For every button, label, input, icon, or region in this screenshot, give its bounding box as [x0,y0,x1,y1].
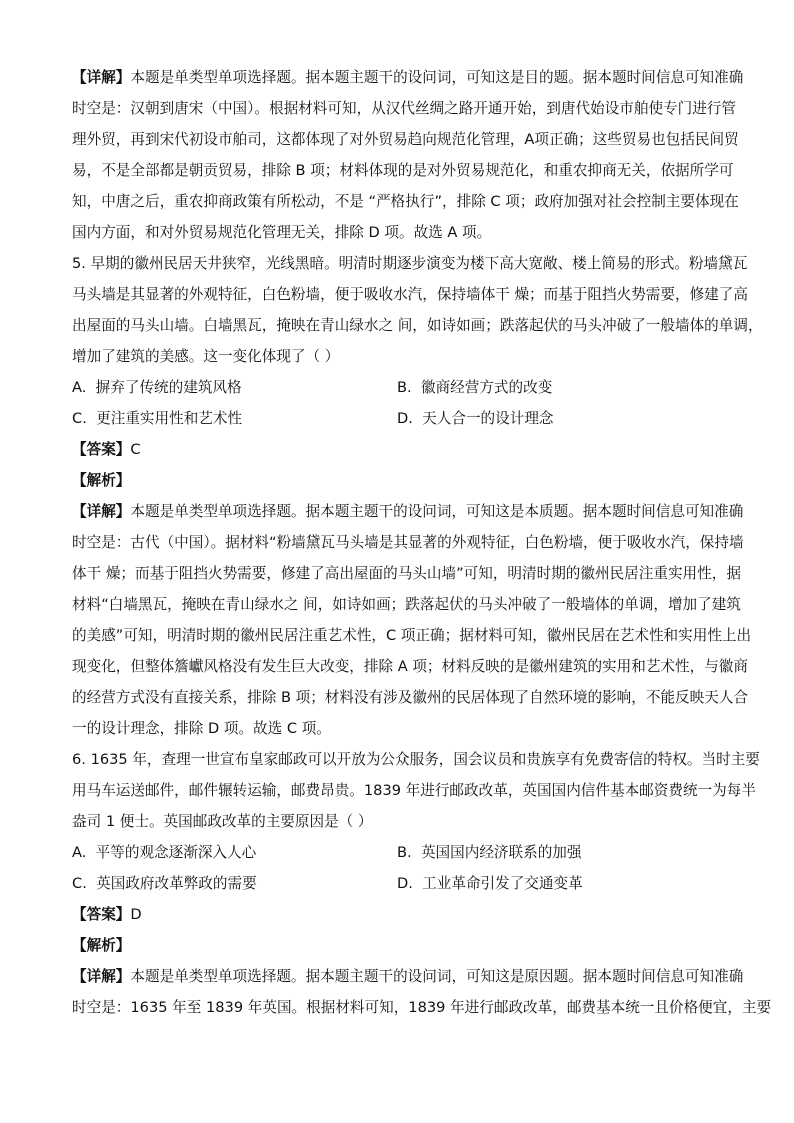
q4-explain-line-6: 国内方面，和对外贸易规范化管理无关，排除 D 项。故选 A 项。 [72,224,492,241]
q6-explain-line-1: 【详解】本题是单类型单项选择题。据本题主题干的设问词，可知这是原因题。据本题时间信息可知准确 [72,968,744,985]
q5-explain-line-7: 的经营方式没有直接关系，排除 B 项；材料没有涉及徽州的民居体现了自然环境的影响，不能反映天人合 [72,689,749,706]
q5-explain-line-6: 现变化，但整体簷巘风格没有发生巨大改变，排除 A 项；材料反映的是徽州建筑的实用和艺术性，与徽商 [72,658,748,675]
q4-explain-line-2: 时空是：汉朝到唐宋（中国）。根据材料可知，从汉代丝绸之路开通开始，到唐代始设市舶使专门进行管 [72,100,737,117]
q6-answer: 【答案】D [72,906,142,923]
q5-explain-line-1: 【详解】本题是单类型单项选择题。据本题主题干的设问词，可知这是本质题。据本题时间信息可知准确 [72,503,744,520]
q4-explain-line-3: 理外贸，再到宋代初设市舶司，这都体现了对外贸易趋向规范化管理，A项正确；这些贸易也包括民间贸 [72,131,739,148]
q5-stem-line-1: 5. 早期的徽州民居天井狭窄，光线黑暗。明清时期逐步演变为楼下高大宽敞、楼上简易的形式。粉墙黛瓦 [72,255,748,272]
q6-stem-line-3: 盎司 1 便士。英国邮政改革的主要原因是（ ） [72,813,373,830]
q6-option-a: A. 平等的观念逐渐深入人心 [72,844,257,861]
q5-option-c: C. 更注重实用性和艺术性 [72,410,243,427]
q5-analysis-heading: 【解析】 [72,472,131,489]
q5-explain-line-3: 体干 燥；而基于阻挡火势需要，修建了高出屋面的马头山墙”可知，明清时期的徽州民居注重实用性，据 [72,565,741,582]
q5-explain-line-4: 材料“白墙黑瓦，掩映在青山绿水之 间，如诗如画；跌落起伏的马头冲破了一般墙体的单调，增加了建筑 [72,596,741,613]
q6-options-row-2 [72,868,722,899]
q5-option-d: D. 天人合一的设计理念 [397,410,554,427]
q6-option-d: D. 工业革命引发了交通变革 [397,875,583,892]
q6-explain-line-2: 时空是：1635 年至 1839 年英国。根据材料可知，1839 年进行邮政改革，邮费基本统一且价格便宜，主要 [72,999,772,1016]
q5-options-row-1 [72,372,722,403]
q5-answer-value: C [130,441,141,458]
q6-answer-value: D [130,906,142,923]
q5-option-b: B. 徽商经营方式的改变 [397,379,553,396]
q6-option-b: B. 英国国内经济联系的加强 [397,844,582,861]
q5-answer: 【答案】C [72,441,141,458]
q5-options-row-2 [72,403,722,434]
q6-stem-line-2: 用马车运送邮件，邮件辗转运输，邮费昂贵。1839 年进行邮政改革，英国国内信件基本邮资费统一为每半 [72,782,756,799]
document-page [72,62,772,1023]
q5-stem-line-2: 马头墙是其显著的外观特征，白色粉墙，便于吸收水汽，保持墙体干 燥；而基于阻挡火势需要，修建了高 [72,286,748,303]
q5-explain-line-5: 的美感”可知，明清时期的徽州民居注重艺术性，C 项正确；据材料可知，徽州民居在艺术性和实用性上出 [72,627,752,644]
q5-stem-line-4: 增加了建筑的美感。这一变化体现了（ ） [72,348,340,365]
q4-explain-line-1: 【详解】本题是单类型单项选择题。据本题主题干的设问词，可知这是目的题。据本题时间信息可知准确 [72,69,744,86]
q6-options-row-1 [72,837,722,868]
q5-explain-line-8: 一的设计理念，排除 D 项。故选 C 项。 [72,720,331,737]
q6-analysis-heading: 【解析】 [72,937,131,954]
q5-stem-line-3: 出屋面的马头山墙。白墙黑瓦，掩映在青山绿水之 间，如诗如画；跌落起伏的马头冲破了一般墙体的单调， [72,317,763,334]
q5-explain-line-2: 时空是：古代（中国）。据材料“粉墙黛瓦马头墙是其显著的外观特征，白色粉墙，便于吸收水汽，保持墙 [72,534,744,551]
q6-option-c: C. 英国政府改革弊政的需要 [72,875,257,892]
explain-tag: 【详解】 [72,69,131,86]
q4-explain-line-5: 知，中唐之后，重农抑商政策有所松动，不是 “严格执行”，排除 C 项；政府加强对社会控制主要体现在 [72,193,739,210]
q6-stem-line-1: 6. 1635 年，查理一世宣布皇家邮政可以开放为公众服务，国会议员和贵族享有免费寄信的特权。当时主要 [72,751,760,768]
q5-option-a: A. 摒弃了传统的建筑风格 [72,379,242,396]
q4-explain-line-4: 易，不是全部都是朝贡贸易，排除 B 项；材料体现的是对外贸易规范化，和重农抑商无关，依据所学可 [72,162,734,179]
